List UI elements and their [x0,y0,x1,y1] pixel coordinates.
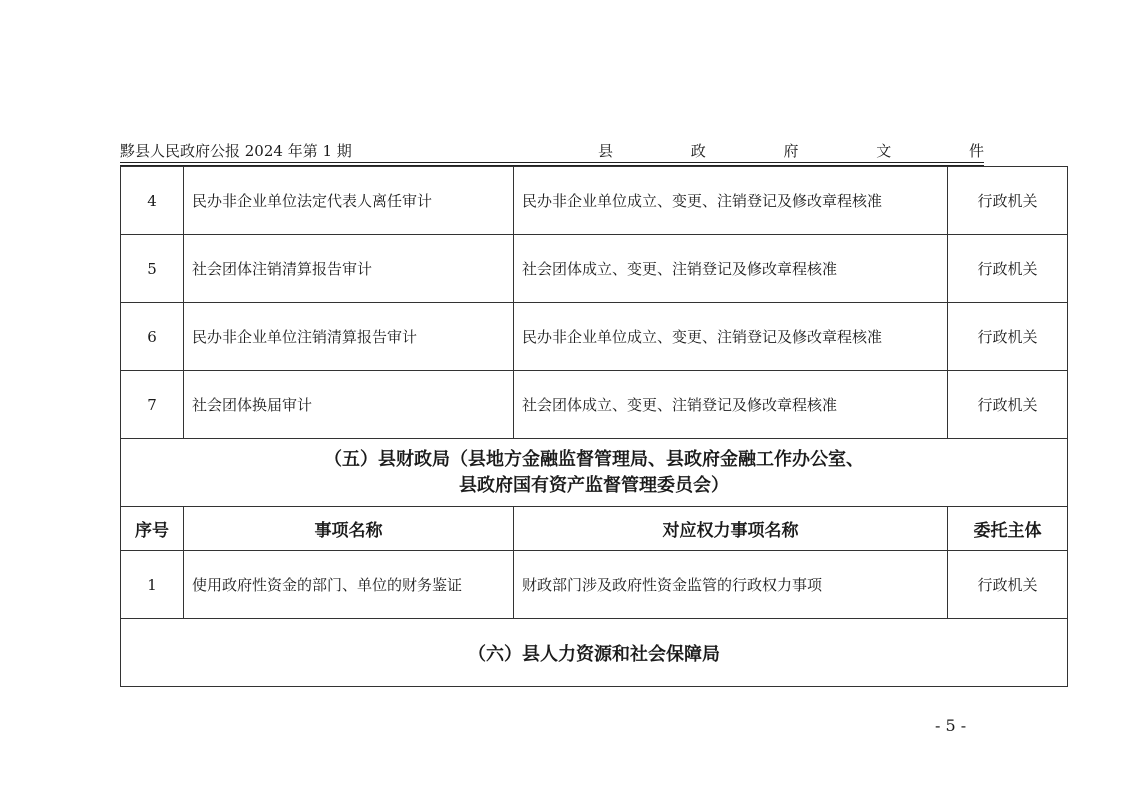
power-item-name: 社会团体成立、变更、注销登记及修改章程核准 [514,235,948,303]
section-heading-line: 县政府国有资产监督管理委员会） [459,474,729,496]
section-heading-finance [121,439,1068,507]
item-name: 社会团体换届审计 [184,371,514,439]
table-row [121,235,1068,303]
power-item-name: 财政部门涉及政府性资金监管的行政权力事项 [514,551,948,619]
page-number: - 5 - [935,716,967,735]
entrusted-entity: 行政机关 [948,371,1068,439]
table-row [121,167,1068,235]
section-heading-row [121,619,1068,687]
item-name: 使用政府性资金的部门、单位的财务鉴证 [184,551,514,619]
row-number: 5 [121,235,184,303]
document-type-char: 政 [690,142,706,160]
column-header-row [121,507,1068,551]
item-name: 民办非企业单位法定代表人离任审计 [184,167,514,235]
power-item-name: 民办非企业单位成立、变更、注销登记及修改章程核准 [514,303,948,371]
document-type-char: 府 [783,142,799,160]
section-heading-hrss: （六）县人力资源和社会保障局 [121,619,1068,687]
table-row [121,303,1068,371]
document-type-char: 件 [968,142,984,160]
table-row [121,371,1068,439]
entrusted-entity: 行政机关 [948,303,1068,371]
section-heading-line: （五）县财政局（县地方金融监督管理局、县政府金融工作办公室、 [324,448,864,470]
row-number: 6 [121,303,184,371]
document-type-char: 文 [876,142,892,160]
row-number: 7 [121,371,184,439]
page-header [120,141,984,163]
delegation-table [120,166,1068,687]
entrusted-entity: 行政机关 [948,551,1068,619]
bulletin-title: 黟县人民政府公报 2024 年第 1 期 [120,142,352,160]
row-number: 1 [121,551,184,619]
entrusted-entity: 行政机关 [948,167,1068,235]
section-heading-row [121,439,1068,507]
header-rule [120,162,984,163]
table-row [121,551,1068,619]
power-item-name: 民办非企业单位成立、变更、注销登记及修改章程核准 [514,167,948,235]
column-header-number: 序号 [121,507,184,551]
row-number: 4 [121,167,184,235]
power-item-name: 社会团体成立、变更、注销登记及修改章程核准 [514,371,948,439]
item-name: 社会团体注销清算报告审计 [184,235,514,303]
entrusted-entity: 行政机关 [948,235,1068,303]
column-header-power-item: 对应权力事项名称 [514,507,948,551]
column-header-item-name: 事项名称 [184,507,514,551]
column-header-entity: 委托主体 [948,507,1068,551]
item-name: 民办非企业单位注销清算报告审计 [184,303,514,371]
document-type [598,141,984,161]
document-type-char: 县 [598,142,614,160]
